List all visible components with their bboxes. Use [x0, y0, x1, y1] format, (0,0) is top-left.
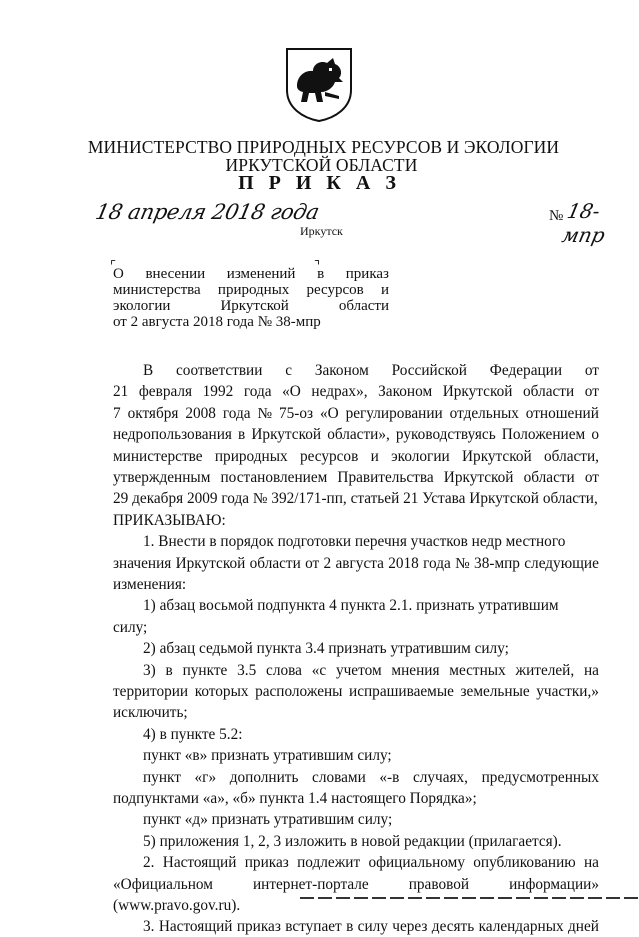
body-word: Настоящий [158, 918, 233, 936]
corner-mark-left: ⌜ [110, 258, 117, 273]
body-word: испрашиваемые [349, 683, 454, 700]
body-line: пункт «д» признать утратившим силу; [143, 811, 393, 829]
body-word: «-в [379, 768, 400, 786]
body-word: 3) [143, 661, 156, 679]
body-word: участки,» [536, 683, 599, 700]
body-word: № [455, 554, 470, 572]
body-word: недропользования [113, 426, 232, 444]
body-line [113, 360, 599, 381]
body-word: № [257, 404, 273, 422]
body-word: ресурсов [299, 447, 359, 465]
body-word: в [346, 918, 354, 936]
body-word: Настоящий [162, 854, 237, 872]
body-word: календарных [478, 918, 564, 936]
body-word: министерстве [113, 447, 203, 465]
number-sign: № [549, 208, 564, 224]
city-name: Иркутск [300, 224, 343, 238]
body-word: опубликованию [473, 854, 576, 872]
body-line: 5) приложения 1, 2, 3 изложить в новой редакции (прилагается). [143, 832, 562, 850]
body-line: 1. Внести в порядок подготовки перечня участков недр местного [143, 533, 566, 551]
body-line [113, 424, 599, 445]
body-word: года [423, 554, 451, 572]
body-word: 3.5 [237, 661, 257, 679]
coat-of-arms-emblem [283, 46, 355, 122]
body-word: с [285, 362, 293, 379]
body-word: от [584, 383, 599, 401]
body-word: словами [312, 768, 366, 786]
body-word: и [370, 447, 379, 465]
body-word: учетом [335, 661, 382, 679]
body-line: исключить; [113, 704, 188, 722]
body-line: 1) абзац восьмой подпункта 4 пункта 2.1. признать утратившим [143, 597, 559, 615]
body-word: области [523, 383, 575, 401]
subject-line-4: от 2 августа 2018 года № 38-мпр [113, 314, 321, 330]
body-line [113, 553, 599, 574]
body-word: Иркутской [251, 426, 322, 444]
body-word: 75-оз [278, 404, 314, 422]
body-word: области [523, 469, 575, 486]
body-word: Иркутской [442, 383, 513, 401]
body-word: Иркутской [462, 447, 532, 465]
body-word: «с [311, 661, 327, 679]
body-word: мнения [391, 661, 440, 679]
document-type-title: П Р И К А З [238, 172, 401, 194]
body-word: следующие [524, 554, 599, 572]
body-line: 4) в пункте 5.2: [143, 725, 243, 743]
subject-line-2: министерства природных ресурсов и [113, 282, 389, 298]
body-line: пункт «в» признать утратившим силу; [143, 747, 392, 765]
body-word: августа [335, 554, 384, 572]
body-word: февраля [138, 383, 193, 401]
body-line: силу; [113, 618, 148, 636]
body-word: природных [214, 447, 288, 465]
body-line: изменения: [113, 576, 187, 593]
body-word: области», [327, 426, 390, 444]
body-word: местных [449, 661, 506, 679]
ministry-name-line-1: МИНИСТЕРСТВО ПРИРОДНЫХ РЕСУРСОВ И ЭКОЛОГИИ [87, 137, 560, 157]
body-word: правовой [408, 875, 470, 893]
body-line [113, 852, 599, 873]
body-word: Иркутской [443, 469, 514, 486]
subject-line-1: О внесении изменений в приказ [113, 266, 389, 282]
body-word: Правительства [337, 469, 434, 486]
body-word: «Официальном [113, 875, 213, 893]
body-word: 21 [113, 383, 129, 401]
body-word: 2. [143, 854, 155, 872]
body-line [113, 467, 599, 488]
body-line [113, 767, 599, 788]
body-word: 2018 [388, 554, 419, 572]
body-line: (www.pravo.gov.ru). [113, 897, 241, 914]
body-word: от [584, 469, 599, 486]
body-word: 3. [143, 918, 155, 936]
body-line: ПРИКАЗЫВАЮ: [113, 511, 226, 529]
body-word: от [305, 554, 320, 572]
body-word: пункт [143, 768, 181, 786]
body-word: вступает [285, 918, 342, 936]
body-line [113, 446, 599, 467]
body-word: руководствуясь [395, 426, 496, 444]
corner-mark-right: ⌝ [314, 258, 321, 273]
body-word: «О [319, 404, 339, 422]
body-word: года [243, 383, 272, 401]
body-word: области, [544, 447, 599, 465]
body-word: отношений [525, 404, 599, 422]
body-word: приказ [244, 854, 289, 872]
body-word: десять [431, 918, 475, 936]
page-edge-rule [300, 897, 639, 899]
handwritten-date: 18 апреля 2018 года [93, 200, 322, 224]
body-word: «О [282, 383, 301, 401]
body-word: области [249, 554, 301, 572]
body-word: Положением [501, 426, 586, 444]
body-line [113, 660, 599, 681]
body-line [113, 381, 599, 402]
body-word: 1992 [202, 383, 234, 401]
body-word: через [392, 918, 428, 936]
body-word: земельные [460, 683, 530, 700]
body-line: подпунктами «а», «б» пункта 1.4 настоящего Порядка»; [113, 790, 477, 807]
body-line [113, 681, 599, 702]
body-word: 7 [113, 404, 121, 422]
body-word: которых [194, 683, 249, 700]
body-word: информации» [509, 875, 599, 893]
body-word: Российской [391, 362, 467, 379]
body-word: значения [113, 554, 172, 572]
ministry-name-line-2: ИРКУТСКОЙ ОБЛАСТИ [225, 155, 418, 175]
body-word: подлежит [297, 854, 361, 872]
body-word: 2 [323, 554, 332, 572]
body-word: пункте [182, 661, 228, 679]
body-word: приказ [236, 918, 281, 936]
body-word: на [584, 661, 599, 679]
body-line [113, 916, 599, 937]
body-line: 2) абзац седьмой пункта 3.4 признать утратившим силу; [143, 640, 509, 658]
body-word: территории [113, 683, 189, 700]
body-word: постановлением [220, 469, 328, 486]
body-word: в [238, 426, 246, 444]
order-subject [113, 266, 389, 330]
body-word: «г» [194, 768, 217, 786]
body-word: случаях, [412, 768, 469, 786]
body-line [113, 874, 599, 895]
body-word: на [583, 854, 599, 872]
body-line [113, 403, 599, 424]
body-word: года [222, 404, 251, 422]
body-word: в [165, 661, 173, 679]
body-word: слова [266, 661, 302, 679]
body-word: соответствии [176, 362, 263, 379]
subject-line-3: экологии Иркутской области [113, 298, 389, 314]
body-word: экологии [391, 447, 450, 465]
body-word: дней [568, 918, 599, 936]
body-word: предусмотренных [481, 768, 599, 786]
body-word: В [143, 362, 154, 379]
body-word: дополнить [229, 768, 299, 786]
body-word: 38-мпр [474, 554, 520, 572]
body-word: регулировании [345, 404, 443, 422]
body-word: отдельных [449, 404, 519, 422]
body-word: жителей, [515, 661, 575, 679]
body-word: октября [127, 404, 179, 422]
body-word: от [584, 362, 599, 379]
body-word: о [591, 426, 599, 444]
body-word: Законом [314, 362, 369, 379]
body-line: 29 декабря 2009 года № 392/171-пп, статьей 21 Устава Иркутской области, [113, 490, 598, 508]
handwritten-order-number: 18-мпр [559, 199, 608, 247]
body-word: Иркутской [175, 554, 246, 572]
body-word: интернет-портале [252, 875, 369, 893]
body-word: силу [357, 918, 388, 936]
body-word: Федерации [489, 362, 563, 379]
body-word: Законом [378, 383, 433, 401]
body-word: 2008 [185, 404, 216, 422]
body-word: недрах», [311, 383, 368, 401]
body-word: официальному [368, 854, 465, 872]
body-word: утвержденным [113, 469, 211, 486]
body-word: расположены [255, 683, 343, 700]
